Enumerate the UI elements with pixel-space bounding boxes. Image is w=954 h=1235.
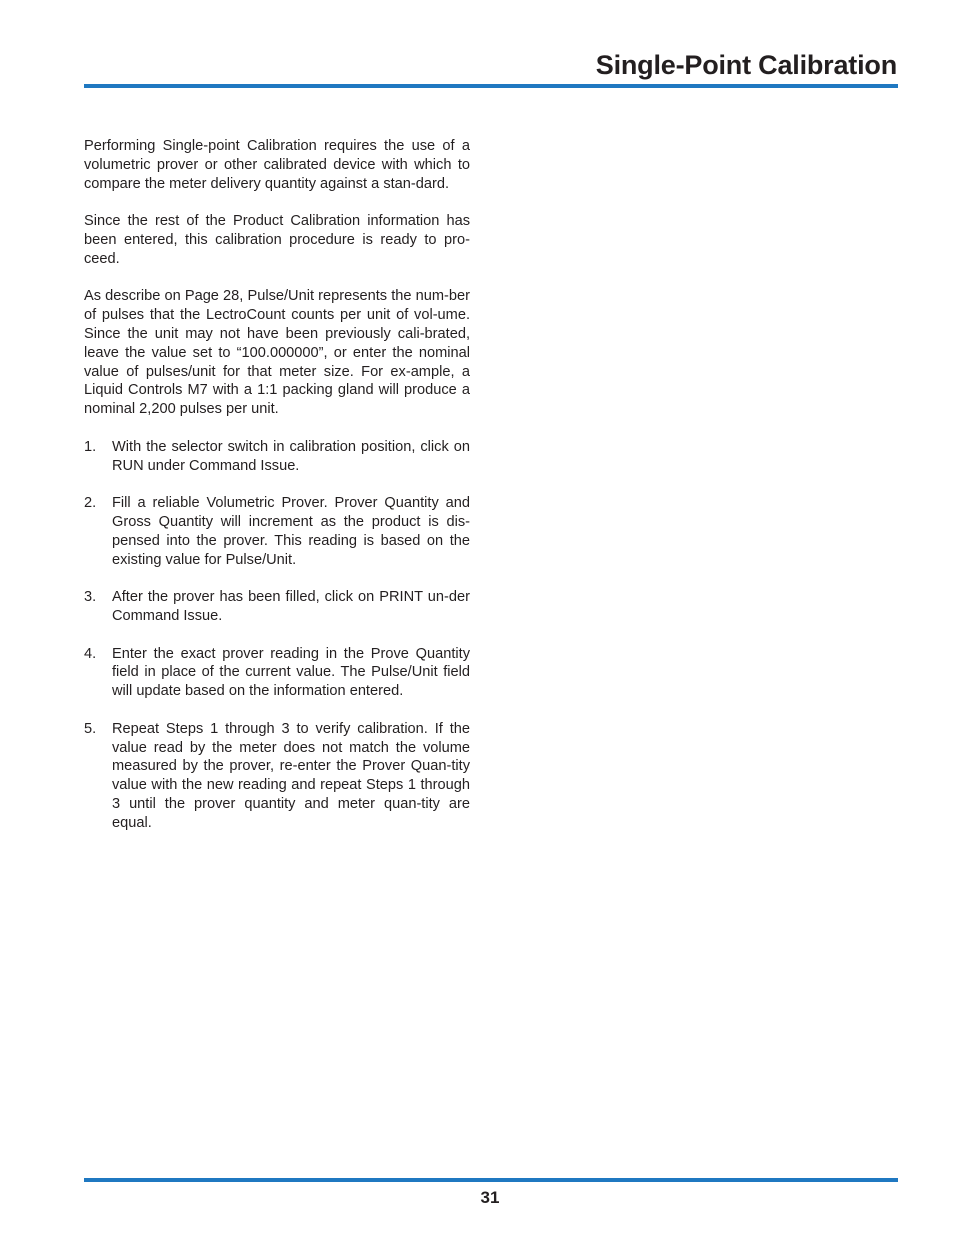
step-item xyxy=(84,720,470,833)
footer-rule xyxy=(84,1178,898,1182)
step-item xyxy=(84,645,470,701)
intro-paragraph: Performing Single-point Calibration requires the use of a volumetric prover or other calibrated device with which to compare the meter delivery quantity against a stan-dard. xyxy=(84,138,470,192)
step-text: Repeat Steps 1 through 3 to verify calibration. If the value read by the meter does not match the volume measured by the prover, re-enter the Prover Quan-tity value with the new reading and repeat Steps 1 through 3 until the prover quantity and meter quan-tity are equal. xyxy=(112,720,470,831)
step-text: With the selector switch in calibration position, click on RUN under Command Issue. xyxy=(112,438,470,474)
step-number: 2. xyxy=(84,495,97,512)
step-number: 3. xyxy=(84,589,97,606)
readiness-paragraph: Since the rest of the Product Calibration information has been entered, this calibration procedure is ready to pro-ceed. xyxy=(84,213,470,267)
pulse-unit-paragraph: As describe on Page 28, Pulse/Unit represents the num-ber of pulses that the LectroCount counts per unit of vol-ume. Since the unit may not have been previously cali-brated, leave the value set to “100.000000”, or enter the nominal value of pulses/unit for that meter size. For ex-ample, a Liquid Controls M7 with a 1:1 packing gland will produce a nominal 2,200 pulses per unit. xyxy=(84,288,470,418)
header-rule xyxy=(84,84,898,88)
calibration-steps xyxy=(84,438,470,833)
step-text: Fill a reliable Volumetric Prover. Prover Quantity and Gross Quantity will increment as the product is dis-pensed into the prover. This reading is based on the existing value for Pulse/Unit. xyxy=(112,495,470,568)
step-item xyxy=(84,588,470,626)
step-number: 1. xyxy=(84,438,97,455)
step-item xyxy=(84,438,470,476)
step-number: 5. xyxy=(84,720,97,737)
step-text: Enter the exact prover reading in the Prove Quantity field in place of the current value. The Pulse/Unit field will update based on the information entered. xyxy=(112,645,470,700)
step-item xyxy=(84,494,470,569)
step-text: After the prover has been filled, click on PRINT un-der Command Issue. xyxy=(112,589,470,624)
step-number: 4. xyxy=(84,645,97,662)
main-content xyxy=(84,137,470,851)
page-title: Single-Point Calibration xyxy=(595,50,897,80)
page-number: 31 xyxy=(480,1188,500,1207)
